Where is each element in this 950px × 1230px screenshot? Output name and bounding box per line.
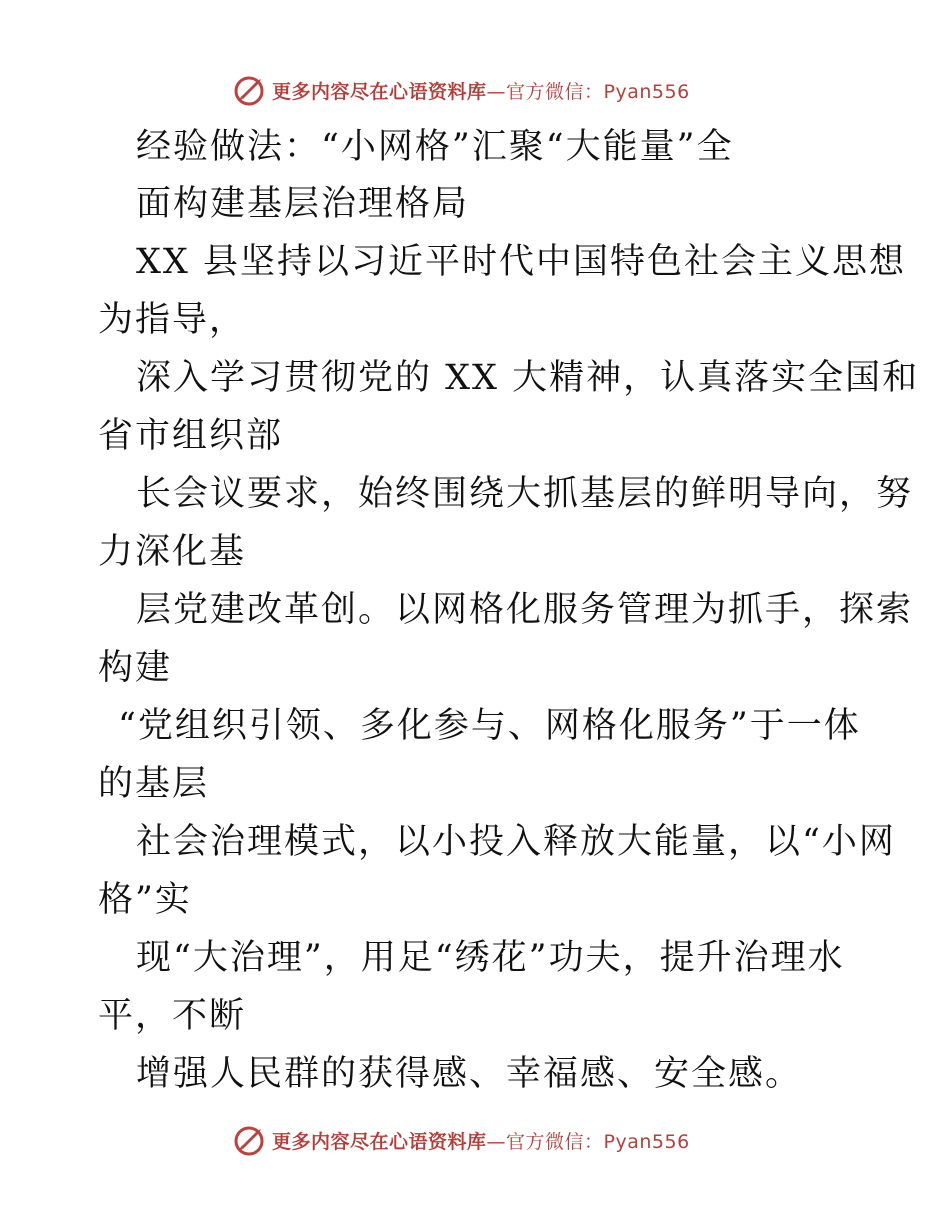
paragraph-line: 的基层 bbox=[98, 764, 210, 804]
title-line-1: 经验做法：“小网格”汇聚“大能量”全 bbox=[136, 127, 734, 167]
paragraph-line: 为指导， bbox=[98, 300, 247, 340]
paragraph-line: 深入学习贯彻党的 XX 大精神，认真落实全国和 bbox=[136, 358, 920, 398]
paragraph-line: 增强人民群的获得感、幸福感、安全感。 bbox=[136, 1054, 803, 1094]
paragraph-line: XX 县坚持以习近平时代中国特色社会主义思想 bbox=[136, 242, 906, 282]
watermark-text bbox=[272, 77, 690, 104]
watermark-wechat: 官方微信：Pyan556 bbox=[506, 1130, 690, 1153]
paragraph-line: “党组织引领、多化参与、网格化服务”于一体 bbox=[118, 706, 861, 746]
paragraph-line: 现“大治理”，用足“绣花”功夫，提升治理水 bbox=[136, 938, 845, 978]
watermark-text bbox=[272, 1127, 690, 1154]
watermark-separator: — bbox=[486, 1130, 507, 1153]
footer-watermark bbox=[232, 1120, 690, 1160]
title-line-2: 面构建基层治理格局 bbox=[136, 184, 470, 224]
watermark-site: 更多内容尽在心语资料库 bbox=[272, 80, 487, 103]
paragraph-line: 长会议要求，始终围绕大抓基层的鲜明导向，努 bbox=[136, 474, 914, 514]
watermark-site: 更多内容尽在心语资料库 bbox=[272, 1130, 487, 1153]
quill-pen-seal-icon bbox=[232, 73, 266, 107]
paragraph-line: 社会治理模式，以小投入释放大能量，以“小网 bbox=[136, 822, 896, 862]
paragraph-line: 构建 bbox=[98, 648, 173, 688]
paragraph-line: 力深化基 bbox=[98, 532, 247, 572]
paragraph-line: 层党建改革创。以网格化服务管理为抓手，探索 bbox=[136, 590, 914, 630]
header-watermark bbox=[232, 70, 690, 110]
watermark-wechat: 官方微信：Pyan556 bbox=[506, 80, 690, 103]
watermark-separator: — bbox=[486, 80, 507, 103]
paragraph-line: 省市组织部 bbox=[98, 416, 284, 456]
paragraph-line: 格”实 bbox=[98, 880, 192, 920]
quill-pen-seal-icon bbox=[232, 1123, 266, 1157]
paragraph-line: 平，不断 bbox=[98, 996, 247, 1036]
